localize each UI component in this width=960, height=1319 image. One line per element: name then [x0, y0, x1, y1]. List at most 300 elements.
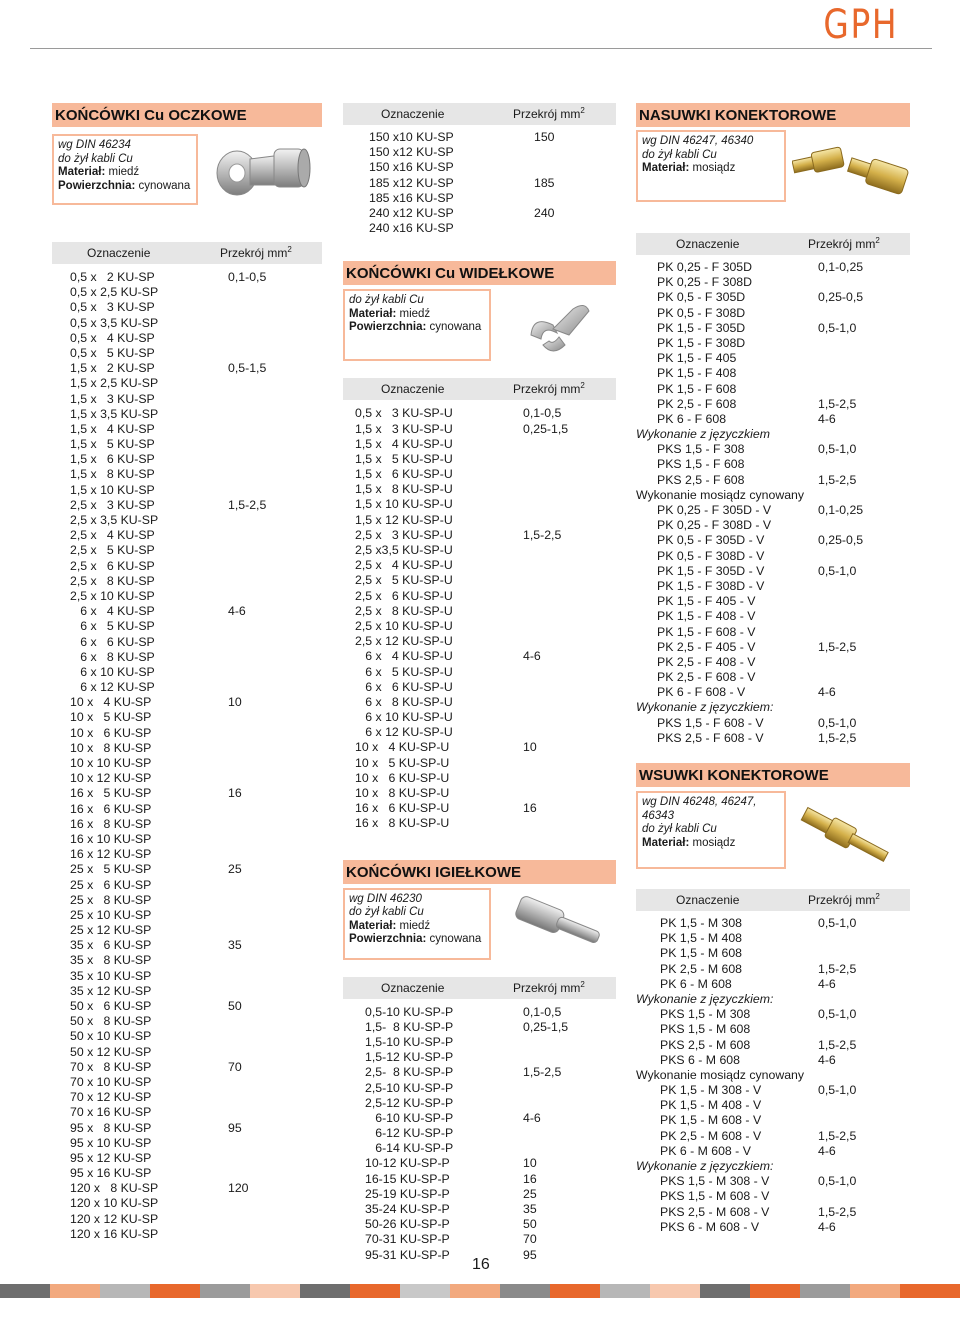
table-row — [52, 756, 322, 771]
table-row — [343, 604, 616, 619]
row-przekroj: 16 — [523, 801, 537, 816]
row-oznaczenie: 2,5 x 8 KU-SP-U — [355, 603, 453, 618]
row-przekroj: 4-6 — [818, 1219, 836, 1234]
row-oznaczenie: 150 x16 KU-SP — [369, 160, 454, 175]
table-row — [343, 1187, 616, 1202]
row-oznaczenie: 6 x 4 KU-SP — [70, 604, 155, 619]
row-przekroj: 35 — [228, 938, 242, 953]
row-oznaczenie: 6-10 KU-SP-P — [365, 1110, 454, 1125]
row-oznaczenie: PK 1,5 - M 308 - V — [660, 1083, 762, 1098]
section-title-wsuwki: WSUWKI KONEKTOROWE — [636, 763, 910, 787]
table-row — [636, 306, 910, 321]
table-row — [52, 1166, 322, 1181]
row-oznaczenie: 2,5 x 3 KU-SP — [70, 497, 155, 512]
column-middle — [343, 103, 616, 1263]
row-przekroj: 0,25-1,5 — [523, 1019, 569, 1034]
table-row — [343, 1232, 616, 1247]
table-row — [636, 977, 910, 992]
info-surface-label: Powierzchnia: — [349, 321, 427, 334]
row-oznaczenie: 70 x 8 KU-SP — [70, 1059, 152, 1074]
table-row — [343, 1202, 616, 1217]
table-row — [636, 1129, 910, 1144]
row-oznaczenie: PKS 2,5 - F 608 - V — [657, 730, 764, 745]
row-oznaczenie: 35 x 10 KU-SP — [70, 968, 152, 983]
info-box-widelkowe — [343, 289, 491, 361]
table-row — [636, 731, 910, 746]
row-oznaczenie: 185 x12 KU-SP — [369, 175, 454, 190]
table-row — [636, 1205, 910, 1220]
table-row — [343, 786, 616, 801]
row-oznaczenie: PKS 2,5 - M 608 - V — [660, 1204, 770, 1219]
row-oznaczenie: 16 x 8 KU-SP-U — [355, 816, 450, 831]
row-oznaczenie: PK 1,5 - F 408 — [657, 366, 737, 381]
row-oznaczenie: 1,5 x 3 KU-SP — [70, 391, 155, 406]
table-row — [343, 1035, 616, 1050]
table-row — [636, 1007, 910, 1022]
table-row — [343, 528, 616, 543]
row-przekroj: 25 — [523, 1186, 537, 1201]
row-przekroj: 70 — [228, 1059, 242, 1074]
table-row — [52, 452, 322, 467]
row-oznaczenie: 10 x 4 KU-SP-U — [355, 740, 450, 755]
table-header-oczkowe-cont — [343, 103, 616, 125]
table-row — [52, 923, 322, 938]
info-box-nasuwki — [636, 130, 786, 202]
row-oznaczenie: 6 x 6 KU-SP — [70, 634, 155, 649]
row-przekroj: 0,25-0,5 — [818, 290, 864, 305]
table-row — [343, 756, 616, 771]
table-row — [52, 346, 322, 361]
row-oznaczenie: 1,5 x 10 KU-SP — [70, 482, 155, 497]
table-row — [343, 816, 616, 831]
row-oznaczenie: 1,5 x 3,5 KU-SP — [70, 406, 159, 421]
row-przekroj: 1,5-2,5 — [818, 396, 857, 411]
table-row — [343, 452, 616, 467]
header-oznaczenie: Oznaczenie — [676, 893, 740, 907]
table-row — [343, 619, 616, 634]
table-row — [52, 984, 322, 999]
row-przekroj: 0,1-0,5 — [228, 270, 267, 284]
header-oznaczenie: Oznaczenie — [676, 237, 740, 251]
row-oznaczenie: 95-31 KU-SP-P — [365, 1247, 450, 1262]
row-oznaczenie: 10 x 8 KU-SP — [70, 740, 152, 755]
top-divider — [30, 48, 932, 49]
table-row — [52, 1090, 322, 1105]
table-row — [52, 437, 322, 452]
table-row — [52, 513, 322, 528]
section-title-oczkowe: KOŃCÓWKI Cu OCZKOWE — [52, 103, 322, 127]
row-przekroj: 0,5-1,0 — [818, 320, 857, 335]
row-oznaczenie: PK 1,5 - M 408 — [660, 931, 743, 946]
pin-terminal-image — [513, 888, 603, 958]
column-oczkowe — [52, 103, 322, 1242]
table-row — [343, 482, 616, 497]
table-row — [52, 467, 322, 482]
table-row — [52, 483, 322, 498]
table-row — [52, 832, 322, 847]
row-przekroj: 95 — [523, 1247, 537, 1262]
table-row — [636, 625, 910, 640]
table-row — [343, 1126, 616, 1141]
table-row — [343, 649, 616, 664]
row-oznaczenie: 6 x 10 KU-SP-U — [355, 710, 453, 725]
row-oznaczenie: 2,5 x 3 KU-SP-U — [355, 527, 453, 542]
row-oznaczenie: 0,5 x 4 KU-SP — [70, 330, 155, 345]
table-row — [343, 695, 616, 710]
table-row — [52, 847, 322, 862]
info-standard: wg DIN 46234 — [58, 139, 131, 151]
row-oznaczenie: PK 1,5 - F 608 - V — [657, 624, 756, 639]
row-przekroj: 10 — [523, 1156, 537, 1171]
table-row — [343, 1065, 616, 1080]
row-przekroj: 4-6 — [523, 649, 541, 664]
row-oznaczenie: 0,5 x 3 KU-SP — [70, 300, 155, 315]
row-oznaczenie: 1,5 x 2,5 KU-SP — [70, 376, 159, 391]
row-przekroj: 1,5-2,5 — [228, 497, 267, 512]
header-przekroj: Przekrój $mm^2$ — [808, 236, 880, 251]
row-oznaczenie: 10 x 8 KU-SP-U — [355, 786, 450, 800]
table-row — [52, 938, 322, 953]
table-row — [343, 1156, 616, 1171]
row-oznaczenie: 1,5- 8 KU-SP-P — [365, 1019, 454, 1034]
table-row — [52, 1136, 322, 1151]
table-row — [343, 680, 616, 695]
info-surface-value: cynowana — [426, 933, 482, 946]
row-przekroj: 10 — [523, 740, 537, 755]
header-przekroj: Przekrój $mm^2$ — [220, 245, 292, 260]
row-oznaczenie: 2,5 x 10 KU-SP-U — [355, 618, 453, 633]
row-oznaczenie: 1,5 x 8 KU-SP — [70, 467, 155, 482]
table-row — [636, 518, 910, 533]
header-przekroj: Przekrój $mm^2$ — [513, 106, 585, 121]
table-row — [343, 665, 616, 680]
table-row — [636, 336, 910, 351]
table-row — [343, 740, 616, 755]
table-row — [636, 290, 910, 305]
info-standard: wg DIN 46230 — [349, 892, 422, 905]
table-row — [343, 558, 616, 573]
table-row — [52, 680, 322, 695]
table-row — [343, 1217, 616, 1232]
table-row — [636, 351, 910, 366]
table-row — [343, 1111, 616, 1126]
row-oznaczenie: PK 0,25 - F 305D — [657, 260, 753, 274]
row-przekroj: 0,1-0,25 — [818, 260, 864, 274]
table-row — [343, 160, 616, 175]
row-oznaczenie: PKS 2,5 - M 608 — [660, 1037, 751, 1052]
row-oznaczenie: PK 1,5 - F 308D - V — [657, 578, 765, 593]
row-przekroj: 0,5-1,0 — [818, 1083, 857, 1098]
subgroup-label: Wykonanie z języczkiem: — [636, 991, 774, 1006]
row-oznaczenie: PK 2,5 - F 408 - V — [657, 654, 756, 669]
row-przekroj: 50 — [523, 1217, 537, 1232]
table-row — [343, 221, 616, 236]
row-oznaczenie: 120 x 8 KU-SP — [70, 1181, 159, 1196]
row-oznaczenie: 10 x 5 KU-SP-U — [355, 755, 450, 770]
info-material-value: mosiądz — [689, 162, 736, 174]
info-standard: wg DIN 46247, 46340 — [642, 135, 754, 147]
table-row — [52, 1151, 322, 1166]
table-row — [636, 549, 910, 564]
table-row — [636, 931, 910, 946]
row-oznaczenie: PK 0,5 - F 305D - V — [657, 533, 765, 548]
row-oznaczenie: 6 x 6 KU-SP-U — [355, 679, 453, 694]
row-oznaczenie: 95 x 16 KU-SP — [70, 1166, 152, 1181]
row-oznaczenie: 16 x 8 KU-SP — [70, 816, 152, 831]
row-oznaczenie: 16 x 6 KU-SP — [70, 801, 152, 816]
row-oznaczenie: 25 x 12 KU-SP — [70, 923, 152, 938]
row-oznaczenie: 1,5 x 6 KU-SP — [70, 452, 155, 467]
row-przekroj: 0,25-0,5 — [818, 533, 864, 548]
table-row — [343, 437, 616, 452]
row-oznaczenie: 150 x10 KU-SP — [369, 130, 454, 144]
table-row — [343, 130, 616, 145]
row-oznaczenie: PK 6 - F 608 - V — [657, 685, 746, 700]
info-material-label: Materiał: — [58, 166, 106, 178]
row-przekroj: 1,5-2,5 — [818, 1204, 857, 1219]
info-surface-value: cynowana — [426, 321, 482, 334]
subgroup-label: Wykonanie z języczkiem: — [636, 1159, 774, 1173]
row-oznaczenie: PK 1,5 - F 608 — [657, 381, 737, 396]
row-przekroj: 1,5-2,5 — [818, 1037, 857, 1052]
row-oznaczenie: 16 x 10 KU-SP — [70, 831, 152, 846]
row-oznaczenie: PK 1,5 - M 608 - V — [660, 1113, 762, 1128]
row-oznaczenie: 2,5- 8 KU-SP-P — [365, 1065, 454, 1080]
row-oznaczenie: 6 x 4 KU-SP-U — [355, 649, 453, 664]
row-oznaczenie: 1,5 x 12 KU-SP-U — [355, 512, 453, 527]
table-row — [52, 908, 322, 923]
row-oznaczenie: 0,5 x 5 KU-SP — [70, 345, 155, 360]
row-przekroj: 185 — [534, 175, 555, 190]
row-oznaczenie: PKS 1,5 - M 608 — [660, 1022, 751, 1037]
row-przekroj: 70 — [523, 1232, 537, 1247]
row-przekroj: 1,5-2,5 — [523, 527, 562, 542]
row-oznaczenie: 2,5 x 5 KU-SP — [70, 543, 155, 558]
table-header-nasuwki — [636, 233, 910, 255]
table-row — [343, 176, 616, 191]
table-row — [636, 670, 910, 685]
row-oznaczenie: 1,5 x 5 KU-SP — [70, 437, 155, 452]
subgroup-label: Wykonanie mosiądz cynowany — [636, 1067, 805, 1082]
row-przekroj: 4-6 — [818, 976, 836, 991]
info-cable: do żył kabli Cu — [642, 823, 717, 835]
table-row — [636, 397, 910, 412]
row-przekroj: 1,5-2,5 — [818, 639, 857, 654]
row-oznaczenie: 1,5 x 4 KU-SP — [70, 421, 155, 436]
row-oznaczenie: 1,5 x 3 KU-SP-U — [355, 421, 453, 436]
row-oznaczenie: 1,5 x 8 KU-SP-U — [355, 482, 453, 497]
row-oznaczenie: 95 x 12 KU-SP — [70, 1150, 152, 1165]
info-box-wsuwki — [636, 791, 786, 869]
row-przekroj: 4-6 — [523, 1110, 541, 1125]
table-header-wsuwki — [636, 889, 910, 911]
info-cable: do żył kabli Cu — [349, 294, 424, 307]
table-header-igielkowe — [343, 977, 616, 999]
row-oznaczenie: PKS 6 - M 608 — [660, 1052, 740, 1067]
row-oznaczenie: PK 1,5 - F 305D - V — [657, 563, 765, 578]
row-przekroj: 4-6 — [818, 1143, 836, 1158]
table-header-oczkowe — [52, 242, 322, 264]
fork-terminal-image — [523, 295, 593, 365]
table-row — [343, 634, 616, 649]
table-row — [636, 716, 910, 731]
row-oznaczenie: 6-12 KU-SP-P — [365, 1126, 454, 1141]
table-row — [636, 382, 910, 397]
row-przekroj: 4-6 — [818, 1052, 836, 1067]
table-row — [343, 1141, 616, 1156]
table-row — [636, 946, 910, 961]
table-row — [636, 1053, 910, 1068]
table-row — [636, 1113, 910, 1128]
row-oznaczenie: PK 0,25 - F 305D - V — [657, 503, 772, 517]
row-przekroj: 150 — [534, 130, 555, 144]
table-row — [52, 741, 322, 756]
table-row — [52, 1121, 322, 1136]
table-row — [343, 725, 616, 740]
row-oznaczenie: 120 x 10 KU-SP — [70, 1196, 159, 1211]
header-oznaczenie: Oznaczenie — [381, 382, 445, 397]
table-row — [52, 528, 322, 543]
info-box-oczkowe — [52, 134, 198, 205]
table-row — [52, 999, 322, 1014]
row-oznaczenie: 95 x 10 KU-SP — [70, 1135, 152, 1150]
brand-logo: GPH — [823, 2, 898, 48]
table-row — [52, 270, 322, 285]
table-row — [636, 1038, 910, 1053]
row-oznaczenie: 35 x 8 KU-SP — [70, 953, 152, 968]
row-oznaczenie: PKS 1,5 - M 608 - V — [660, 1189, 770, 1204]
row-przekroj: 95 — [228, 1120, 242, 1135]
table-row — [52, 726, 322, 741]
row-oznaczenie: 16 x 6 KU-SP-U — [355, 801, 450, 816]
header-oznaczenie: Oznaczenie — [87, 246, 151, 260]
info-material-value: miedź — [396, 307, 431, 320]
table-row — [52, 786, 322, 801]
row-oznaczenie: 10 x 12 KU-SP — [70, 771, 152, 786]
row-oznaczenie: 6 x 10 KU-SP — [70, 664, 155, 679]
table-row — [52, 1029, 322, 1044]
info-material-label: Materiał: — [642, 162, 690, 174]
row-przekroj: 35 — [523, 1202, 537, 1216]
row-oznaczenie: 6 x 5 KU-SP — [70, 619, 155, 634]
row-przekroj: 10 — [228, 695, 242, 710]
row-oznaczenie: 10 x 10 KU-SP — [70, 756, 152, 770]
row-przekroj: 0,5-1,0 — [818, 715, 857, 730]
row-oznaczenie: PKS 1,5 - F 608 — [657, 457, 745, 472]
table-header-widelkowe — [343, 378, 616, 400]
row-oznaczenie: 10-12 KU-SP-P — [365, 1156, 450, 1171]
section-title-widelkowe: KOŃCÓWKI Cu WIDEŁKOWE — [343, 261, 616, 285]
table-row — [343, 191, 616, 206]
row-oznaczenie: 10 x 5 KU-SP — [70, 710, 152, 725]
table-row — [343, 1096, 616, 1111]
table-row — [636, 457, 910, 472]
row-oznaczenie: 50-26 KU-SP-P — [365, 1217, 450, 1232]
table-row — [52, 893, 322, 908]
row-przekroj: 0,5-1,0 — [818, 1007, 857, 1022]
row-oznaczenie: 95 x 8 KU-SP — [70, 1120, 152, 1135]
table-row — [52, 817, 322, 832]
table-row — [52, 650, 322, 665]
table-row — [52, 1181, 322, 1196]
row-oznaczenie: PK 1,5 - F 405 - V — [657, 594, 756, 609]
table-row — [52, 695, 322, 710]
row-oznaczenie: 0,5 x 2 KU-SP — [70, 270, 155, 284]
table-row — [636, 962, 910, 977]
table-row — [52, 604, 322, 619]
row-oznaczenie: 10 x 6 KU-SP-U — [355, 770, 450, 785]
table-row — [52, 1212, 322, 1227]
table-row — [343, 1172, 616, 1187]
table-row — [636, 1189, 910, 1204]
row-oznaczenie: 35-24 KU-SP-P — [365, 1202, 450, 1216]
row-przekroj: 0,5-1,5 — [228, 361, 267, 376]
row-oznaczenie: 70 x 10 KU-SP — [70, 1074, 152, 1089]
row-oznaczenie: 2,5 x3,5 KU-SP-U — [355, 543, 453, 557]
table-row — [343, 710, 616, 725]
table-row — [636, 916, 910, 931]
table-row — [343, 801, 616, 816]
row-oznaczenie: 240 x12 KU-SP — [369, 205, 454, 220]
row-oznaczenie: 2,5 x 12 KU-SP-U — [355, 634, 453, 649]
table-row — [636, 533, 910, 548]
table-row — [52, 407, 322, 422]
row-oznaczenie: 2,5 x 10 KU-SP — [70, 588, 155, 603]
table-row — [52, 1045, 322, 1060]
info-surface-label: Powierzchnia: — [58, 179, 136, 192]
row-oznaczenie: 2,5 x 8 KU-SP — [70, 573, 155, 588]
female-connector-image — [792, 137, 910, 203]
row-oznaczenie: PK 2,5 - M 608 — [660, 961, 743, 976]
row-przekroj: 50 — [228, 999, 242, 1013]
row-oznaczenie: 2,5 x 3,5 KU-SP — [70, 513, 159, 527]
row-oznaczenie: 2,5 x 4 KU-SP — [70, 528, 155, 543]
row-oznaczenie: 0,5 x 2,5 KU-SP — [70, 285, 159, 300]
bottom-color-bar — [0, 1284, 960, 1298]
info-material-label: Materiał: — [642, 836, 690, 849]
table-row — [52, 862, 322, 877]
table-row — [636, 609, 910, 624]
info-material-label: Materiał: — [349, 919, 397, 932]
row-oznaczenie: PK 0,25 - F 308D - V — [657, 518, 772, 533]
section-title-igielkowe: KOŃCÓWKI IGIEŁKOWE — [343, 860, 616, 884]
table-oczkowe — [52, 270, 322, 1242]
row-oznaczenie: 150 x12 KU-SP — [369, 145, 454, 160]
table-row — [52, 300, 322, 315]
table-row — [52, 1196, 322, 1211]
row-oznaczenie: 35 x 6 KU-SP — [70, 938, 152, 953]
info-cable: do żył kabli Cu — [349, 906, 424, 919]
row-przekroj: 1,5-2,5 — [818, 961, 857, 976]
row-przekroj: 1,5-2,5 — [818, 1128, 857, 1143]
row-przekroj: 0,5-1,0 — [818, 1174, 857, 1189]
table-row — [636, 685, 910, 700]
row-oznaczenie: 0,5 x 3,5 KU-SP — [70, 315, 159, 330]
row-przekroj: 25 — [228, 862, 242, 877]
header-oznaczenie: Oznaczenie — [381, 980, 445, 995]
table-row — [52, 1075, 322, 1090]
table-row — [52, 574, 322, 589]
row-oznaczenie: PK 1,5 - F 408 - V — [657, 609, 756, 624]
table-row — [343, 513, 616, 528]
table-row — [636, 1174, 910, 1189]
row-oznaczenie: 1,5 x 4 KU-SP-U — [355, 436, 453, 451]
info-material-value: miedź — [396, 919, 431, 932]
row-oznaczenie: 0,5 x 3 KU-SP-U — [355, 406, 453, 421]
table-row — [636, 579, 910, 594]
subgroup-label: Wykonanie z języczkiem: — [636, 700, 774, 715]
info-material-label: Materiał: — [349, 307, 397, 320]
